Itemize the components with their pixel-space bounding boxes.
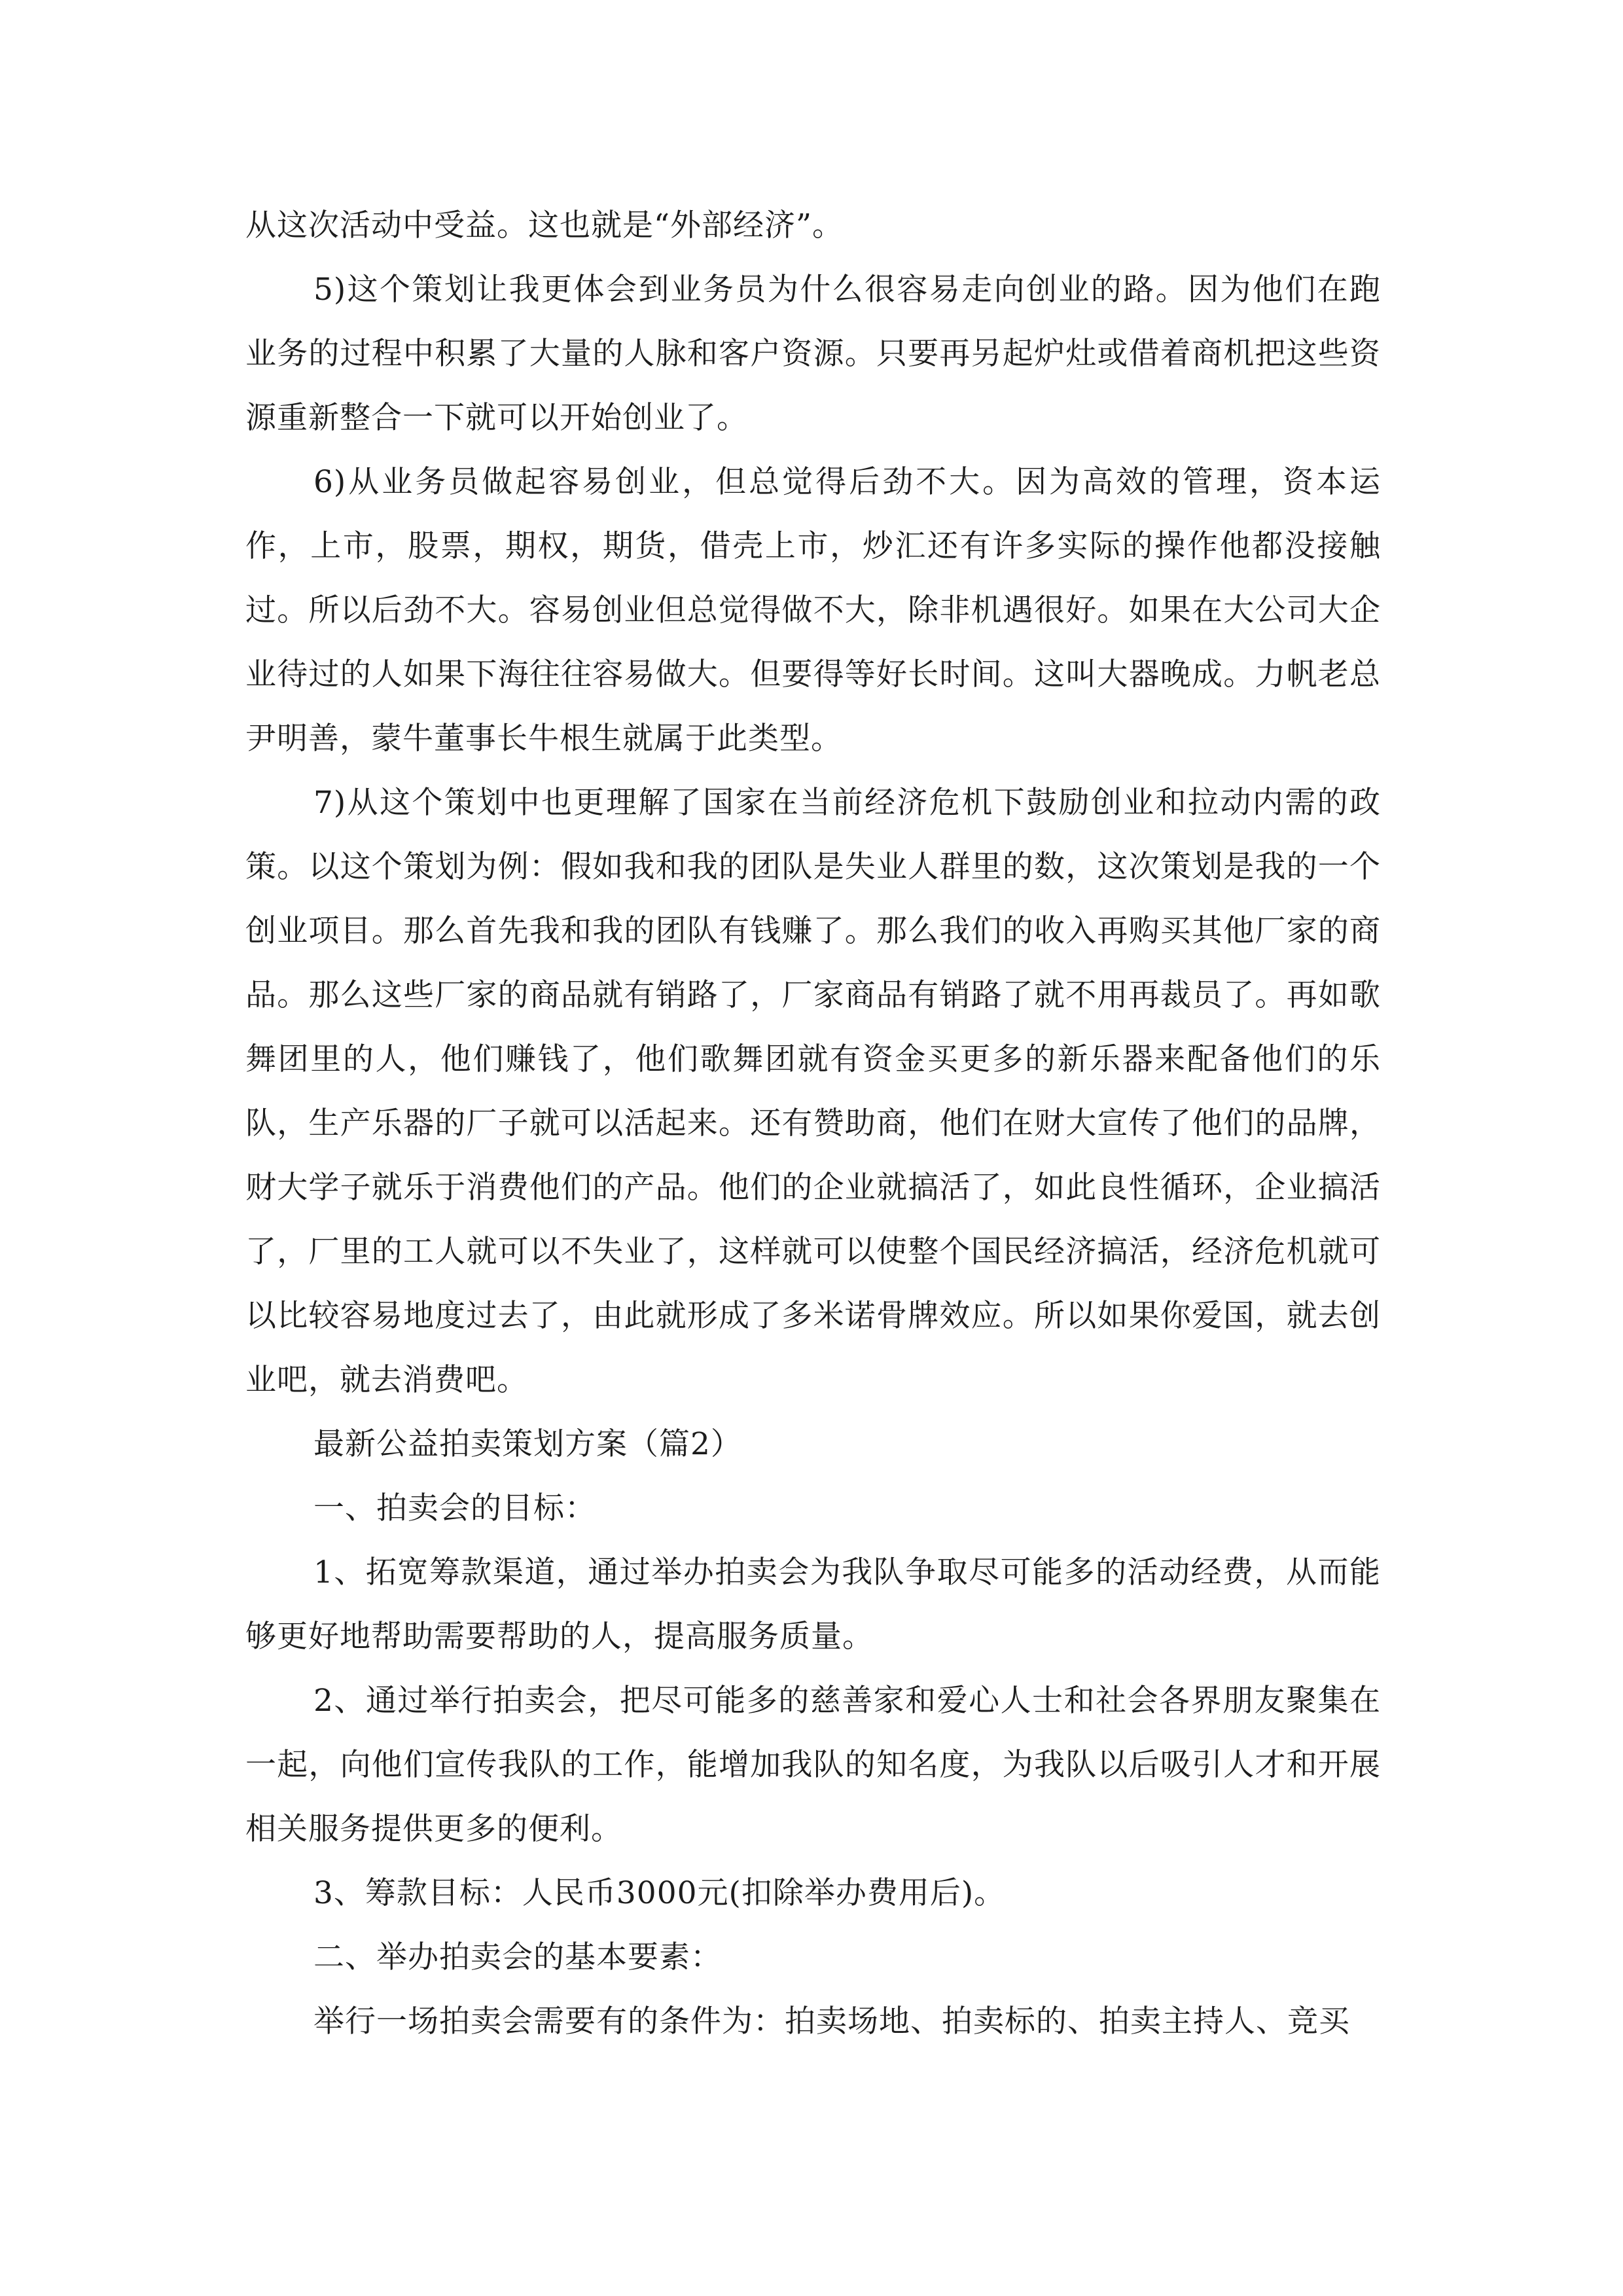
paragraph-elements-intro: 举行一场拍卖会需要有的条件为：拍卖场地、拍卖标的、拍卖主持人、竞买 <box>313 2003 1350 2039</box>
paragraph-point-6: 6)从业务员做起容易创业，但总觉得后劲不大。因为高效的管理，资本运作，上市，股票，期权，期货，借壳上市，炒汇还有许多实际的操作他都没接触过。所以后劲不大。容易创业但总觉得做不大，除非机遇很好。如果在大公司大企业待过的人如果下海往往容易做大。但要得等好长时间。这叫大器晚成。力帆老总尹明善，蒙牛董事长牛根生就属于此类型。 <box>245 464 1381 757</box>
paragraph-intro-continuation: 从这次活动中受益。这也就是“外部经济”。 <box>245 207 844 243</box>
paragraph-goal-2: 2、通过举行拍卖会，把尽可能多的慈善家和爱心人士和社会各界朋友聚集在一起，向他们宣传我队的工作，能增加我队的知名度，为我队以后吸引人才和开展相关服务提供更多的便利。 <box>245 1683 1381 1847</box>
paragraph-point-7: 7)从这个策划中也更理解了国家在当前经济危机下鼓励创业和拉动内需的政策。以这个策划为例：假如我和我的团队是失业人群里的数，这次策划是我的一个创业项目。那么首先我和我的团队有钱赚了。那么我们的收入再购买其他厂家的商品。那么这些厂家的商品就有销路了，厂家商品有销路了就不用再裁员了。再如歌舞团里的人，他们赚钱了，他们歌舞团就有资金买更多的新乐器来配备他们的乐队，生产乐器的厂子就可以活起来。还有赞助商，他们在财大宣传了他们的品牌，财大学子就乐于消费他们的产品。他们的企业就搞活了，如此良性循环，企业搞活了，厂里的工人就可以不失业了，这样就可以使整个国民经济搞活，经济危机就可以比较容易地度过去了，由此就形成了多米诺骨牌效应。所以如果你爱国，就去创业吧，就去消费吧。 <box>245 785 1381 1398</box>
paragraph-point-5: 5)这个策划让我更体会到业务员为什么很容易走向创业的路。因为他们在跑业务的过程中积累了大量的人脉和客户资源。只要再另起炉灶或借着商机把这些资源重新整合一下就可以开始创业了。 <box>245 272 1381 436</box>
document-body <box>245 194 1381 2054</box>
section-heading-elements: 二、举办拍卖会的基本要素： <box>313 1939 722 1975</box>
section-title-plan-2: 最新公益拍卖策划方案（篇2） <box>313 1426 742 1462</box>
section-heading-goals: 一、拍卖会的目标： <box>313 1490 596 1526</box>
paragraph-goal-3: 3、筹款目标：人民币3000元(扣除举办费用后)。 <box>313 1875 1006 1911</box>
paragraph-goal-1: 1、拓宽筹款渠道，通过举办拍卖会为我队争取尽可能多的活动经费，从而能够更好地帮助需要帮助的人，提高服务质量。 <box>245 1554 1381 1655</box>
